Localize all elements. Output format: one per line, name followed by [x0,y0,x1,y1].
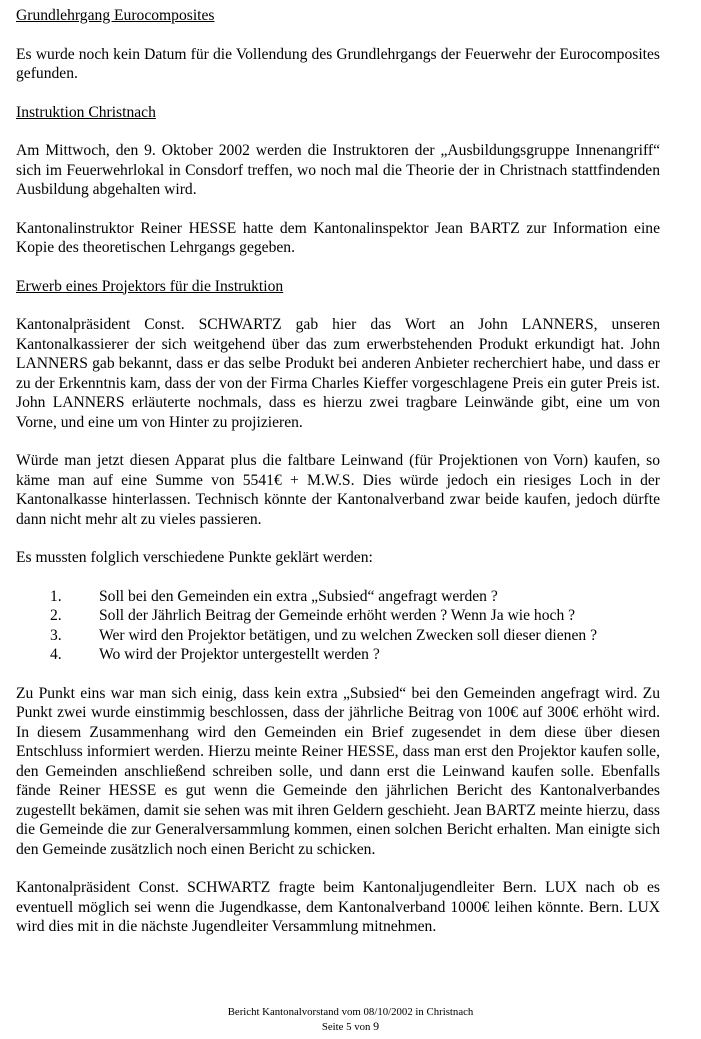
paragraph-projektor-3: Es mussten folglich verschiedene Punkte geklärt werden: [16,549,373,566]
document-body [16,6,660,937]
list-item-number: 2. [50,607,62,624]
list-item [16,645,660,665]
list-item-number: 4. [50,646,62,663]
list-item [16,606,660,626]
list-item [16,587,660,607]
page-number-label: Seite 5 von [321,1021,371,1033]
list-item-text: Soll bei den Gemeinden ein extra „Subsied“ angefragt werden ? [99,587,498,605]
paragraph-projektor-1: Kantonalpräsident Const. SCHWARTZ gab hier das Wort an John LANNERS, unseren Kantonalkassierer der sich weitgehend über das zum erwerbstehenden Produkt erkundigt hat. John LANNERS gab bekannt, dass er das selbe Produkt bei anderen Anbieter recherchiert habe, und dass er zu der Erkenntnis kam, dass der von der Firma Charles Kieffer vorgeschlagene Preis ein guter Preis ist. John LANNERS erläuterte nochmals, dass es hierzu zwei tragbare Leinwände gibt, eine um von Vorne, und eine um von Hinter zu projizieren. [16,316,660,431]
heading-instruktion-christnach: Instruktion Christnach [16,103,156,121]
footer-report-title: Bericht Kantonalvorstand vom 08/10/2002 in Christnach [227,1006,474,1018]
heading-grundlehrgang: Grundlehrgang Eurocomposites [16,7,215,24]
paragraph-projektor-4: Zu Punkt eins war man sich einig, dass kein extra „Subsied“ bei den Gemeinden angefragt wird. Zu Punkt zwei wurde einstimmig beschlossen, dass der jährliche Beitrag von 100€ auf 300€ erhöht wird. In diesem Zusammenhang wird den Gemeinden ein Brief zugesendet in dem diese über diesen Entschluss informiert werden. Hierzu meinte Reiner HESSE, dass man erst den Projektor kaufen solle, den Gemeinden anschließend schreiben solle, und dann erst die Leinwand kaufen solle. Ebenfalls fände Reiner HESSE es gut wenn die Gemeinde den jährlichen Bericht des Kantonalverbandes zugestellt bekämen, damit sie sehen was mit ihren Geldern geschieht. Jean BARTZ meinte hierzu, dass die Gemeinde die zur Generalversammlung kommen, einen solchen Bericht erhalten. Man einigte sich den Gemeinde zusätzlich noch einen Bericht zu schicken. [16,684,660,858]
list-item-number: 1. [50,587,62,605]
list-item-text: Soll der Jährlich Beitrag der Gemeinde erhöht werden ? Wenn Ja wie hoch ? [99,607,576,624]
paragraph-projektor-5: Kantonalpräsident Const. SCHWARTZ fragte beim Kantonaljugendleiter Bern. LUX nach ob es eventuell möglich sei wenn die Jugendkasse, dem Kantonalverband 1000€ leihen könnte. Bern. LUX wird dies mit in die nächste Jugendleiter Versammlung mitnehmen. [16,879,660,935]
list-item-text: Wo wird der Projektor untergestellt werden ? [99,646,380,663]
paragraph-grundlehrgang: Es wurde noch kein Datum für die Vollendung des Grundlehrgangs der Feuerwehr der Eurocomposites gefunden. [16,45,660,82]
list-item-text: Wer wird den Projektor betätigen, und zu welchen Zwecken soll dieser dienen ? [99,626,598,644]
list-item-number: 3. [50,626,62,644]
page-total: 9 [373,1019,380,1033]
heading-erwerb-projektor: Erwerb eines Projektors für die Instruktion [16,277,284,295]
page-number [0,1019,701,1034]
paragraph-instruktion-2: Kantonalinstruktor Reiner HESSE hatte dem Kantonalinspektor Jean BARTZ zur Information eine Kopie des theoretischen Lehrgangs gegeben. [16,219,660,256]
page-footer [0,1005,701,1034]
points-list [16,587,660,665]
list-item [16,626,660,646]
paragraph-projektor-2: Würde man jetzt diesen Apparat plus die faltbare Leinwand (für Projektionen von Vorn) kaufen, so käme man auf eine Summe von 5541€ + M.W.S. Dies würde jedoch ein riesiges Loch in der Kantonalkasse hinterlassen. Technisch könnte der Kantonalverband zwar beide kaufen, jedoch dürfte dann nicht mehr alt zu vieles passieren. [16,452,660,528]
paragraph-instruktion-1: Am Mittwoch, den 9. Oktober 2002 werden die Instruktoren der „Ausbildungsgruppe Innenangriff“ sich im Feuerwehrlokal in Consdorf treffen, wo noch mal die Theorie der in Christnach stattfindenden Ausbildung abgehalten wird. [16,142,660,198]
